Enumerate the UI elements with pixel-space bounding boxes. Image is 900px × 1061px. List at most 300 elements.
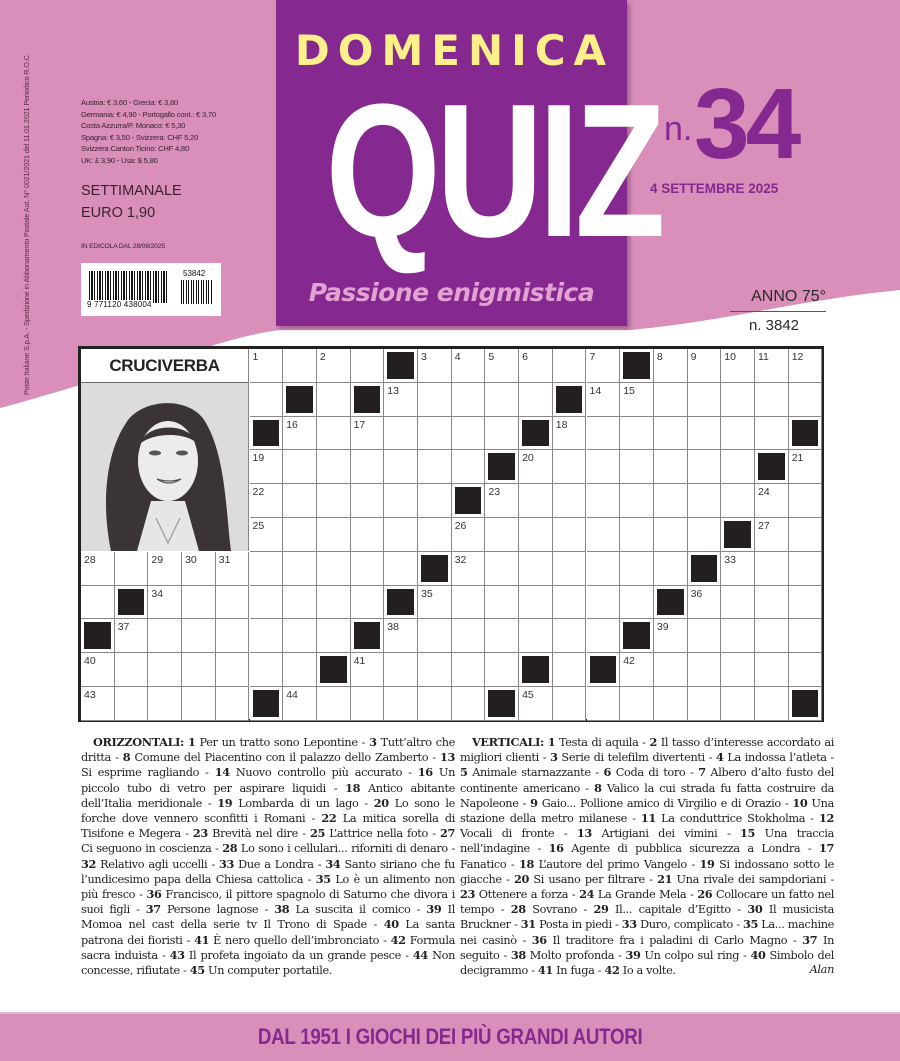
grid-cell[interactable] [452, 552, 486, 586]
clue-text: Formula sacra induista [81, 933, 455, 962]
grid-cell[interactable] [789, 619, 823, 653]
grid-cell[interactable] [620, 417, 654, 451]
grid-cell[interactable] [148, 619, 182, 653]
grid-cell[interactable] [418, 349, 452, 383]
clue-text: Persone lagnose [160, 903, 259, 917]
clue-number: 27 [439, 826, 455, 841]
grid-cell[interactable] [182, 586, 216, 620]
grid-cell[interactable] [485, 349, 519, 383]
grid-cell[interactable] [654, 653, 688, 687]
clue-number: 32 [454, 553, 467, 566]
clue-number: 39 [656, 621, 669, 634]
grid-cell[interactable] [115, 619, 149, 653]
clue-number: 42 [623, 655, 635, 668]
grid-cell[interactable] [620, 552, 654, 586]
grid-cell[interactable] [182, 687, 216, 721]
clue-number: 20 [373, 795, 389, 810]
grid-cell[interactable] [587, 687, 621, 721]
grid-cell[interactable] [384, 518, 418, 552]
grid-cell[interactable] [721, 450, 755, 484]
grid-cell[interactable] [553, 349, 587, 383]
grid-cell[interactable] [351, 552, 385, 586]
grid-cell[interactable] [485, 518, 519, 552]
clue-text: L’attrice nella foto [324, 827, 428, 841]
grid-cell[interactable] [81, 687, 115, 721]
down-header: VERTICALI: [472, 735, 544, 749]
grid-cell[interactable] [418, 687, 452, 721]
grid-cell[interactable] [452, 417, 486, 451]
clue-number: 24 [579, 887, 595, 902]
grid-cell[interactable] [250, 619, 284, 653]
grid-cell[interactable] [721, 417, 755, 451]
grid-cell[interactable] [620, 484, 654, 518]
grid-cell[interactable] [755, 417, 789, 451]
clue-text: Due a Londra [234, 857, 314, 871]
grid-cell[interactable] [789, 653, 823, 687]
black-cell [418, 552, 452, 586]
grid-cell[interactable] [317, 484, 351, 518]
grid-cell[interactable] [519, 484, 553, 518]
clue-text: Molto profonda [525, 948, 615, 962]
clue-number: 43 [84, 689, 96, 701]
grid-cell[interactable] [620, 383, 654, 417]
grid-cell[interactable] [519, 552, 553, 586]
cover-price: EURO 1,90 [81, 205, 156, 221]
grid-cell[interactable] [351, 417, 385, 451]
grid-cell[interactable] [553, 518, 587, 552]
clue-text: Per un tratto sono Lepontine [195, 736, 358, 749]
clue-number: 15 [623, 384, 635, 397]
clue-number: 23 [192, 826, 208, 841]
grid-cell[interactable] [250, 518, 284, 552]
clue-text: Una rivale dei sampdoriani [672, 872, 827, 886]
clue-number: 40 [84, 655, 96, 668]
clue-number: 35 [421, 587, 433, 600]
grid-cell[interactable] [216, 687, 250, 721]
grid-cell[interactable] [519, 586, 553, 620]
clue-number: 19 [252, 452, 265, 465]
grid-cell[interactable] [384, 619, 418, 653]
grid-cell[interactable] [755, 518, 789, 552]
grid-cell[interactable] [688, 619, 722, 653]
grid-cell[interactable] [148, 687, 182, 721]
grid-cell[interactable] [553, 417, 587, 451]
grid-cell[interactable] [789, 518, 823, 552]
grid-cell[interactable] [721, 552, 755, 586]
grid-cell[interactable] [587, 619, 621, 653]
clue-text: Il... capitale d’Egitto [608, 903, 731, 917]
clue-number: 23 [488, 486, 501, 499]
grid-cell[interactable] [654, 450, 688, 484]
clue-text: Lombarda di un lago [232, 796, 359, 810]
grid-cell[interactable] [519, 619, 553, 653]
grid-cell[interactable] [587, 450, 621, 484]
clue-number: 29 [593, 902, 609, 917]
grid-cell[interactable] [317, 417, 351, 451]
issue-prefix: n. [664, 110, 693, 148]
grid-cell[interactable] [452, 349, 486, 383]
grid-cell[interactable] [351, 586, 385, 620]
clue-number: 30 [747, 902, 763, 917]
grid-cell[interactable] [620, 687, 654, 721]
grid-cell[interactable] [688, 417, 722, 451]
grid-cell[interactable] [721, 349, 755, 383]
grid-cell[interactable] [250, 450, 284, 484]
grid-cell[interactable] [721, 383, 755, 417]
clue-text: La conduttrice Stokholma [655, 812, 806, 826]
clue-number: 29 [151, 553, 164, 566]
black-cell [620, 619, 654, 653]
grid-cell[interactable] [654, 417, 688, 451]
black-cell [384, 349, 418, 383]
black-cell [283, 383, 317, 417]
grid-cell[interactable] [587, 586, 621, 620]
grid-cell[interactable] [351, 653, 385, 687]
clue-text: Artigiani dei vimini [591, 827, 718, 841]
clue-number: 4 [454, 351, 461, 363]
grid-cell[interactable] [485, 619, 519, 653]
grid-cell[interactable] [519, 518, 553, 552]
grid-cell[interactable] [418, 619, 452, 653]
grid-cell[interactable] [789, 552, 823, 586]
volume-divider [730, 311, 826, 312]
black-cell [250, 687, 284, 721]
grid-cell[interactable] [654, 518, 688, 552]
black-cell [519, 653, 553, 687]
grid-cell[interactable] [384, 383, 418, 417]
grid-cell[interactable] [148, 653, 182, 687]
grid-cell[interactable] [688, 518, 722, 552]
clue-number: 15 [740, 826, 756, 841]
foreign-prices [81, 97, 216, 167]
clue-number: 5 [488, 351, 495, 363]
clue-text: Io a volte. [619, 964, 676, 978]
clue-text: Serie di telefilm divertenti [557, 751, 705, 765]
grid-cell[interactable] [654, 484, 688, 518]
clue-text: L’autore del primo Vangelo [533, 857, 687, 871]
grid-cell[interactable] [283, 417, 317, 451]
grid-cell[interactable] [250, 349, 284, 383]
grid-cell[interactable] [216, 552, 250, 586]
clue-text: Coda di toro [611, 766, 686, 780]
grid-cell[interactable] [485, 417, 519, 451]
clue-number: 41 [194, 932, 210, 947]
grid-cell[interactable] [789, 383, 823, 417]
clue-text: Il Momoa nel cast della serie tv Il Trono di Spade [81, 903, 456, 932]
grid-cell[interactable] [283, 484, 317, 518]
clue-text: Ottenere a forza [475, 888, 569, 902]
grid-cell[interactable] [452, 687, 486, 721]
grid-cell[interactable] [452, 518, 486, 552]
grid-cell[interactable] [182, 653, 216, 687]
grid-cell[interactable] [654, 687, 688, 721]
clue-text: Il profeta ingoiato da un grande pesce [184, 948, 401, 962]
grid-cell[interactable] [283, 552, 317, 586]
grid-cell[interactable] [182, 552, 216, 586]
barcode-addon-number: 53842 [183, 269, 206, 278]
grid-cell[interactable] [519, 450, 553, 484]
grid-cell[interactable] [755, 484, 789, 518]
clue-number: 37 [117, 621, 130, 634]
clue-text: Gaio... Pollione amico di Virgilio e di Orazio [537, 796, 781, 810]
grid-cell[interactable] [283, 653, 317, 687]
grid-cell[interactable] [688, 450, 722, 484]
grid-cell[interactable] [755, 349, 789, 383]
clue-number: 3 [421, 351, 427, 363]
grid-cell[interactable] [654, 552, 688, 586]
grid-cell[interactable] [182, 619, 216, 653]
grid-cell[interactable] [485, 484, 519, 518]
black-cell [519, 417, 553, 451]
clue-text: Fanatico [460, 857, 507, 871]
grid-cell[interactable] [283, 450, 317, 484]
black-cell [351, 619, 385, 653]
grid-cell[interactable] [351, 349, 385, 383]
grid-cell[interactable] [519, 383, 553, 417]
clue-number: 26 [697, 887, 713, 902]
grid-cell[interactable] [721, 687, 755, 721]
grid-cell[interactable] [620, 586, 654, 620]
grid-cell[interactable] [384, 552, 418, 586]
clue-number: 38 [387, 621, 399, 634]
grid-cell[interactable] [384, 484, 418, 518]
clue-number: 34 [151, 587, 164, 600]
grid-cell[interactable] [317, 518, 351, 552]
grid-cell[interactable] [519, 687, 553, 721]
grid-cell[interactable] [654, 349, 688, 383]
grid-cell[interactable] [283, 619, 317, 653]
puzzle-author: Alan [809, 963, 834, 977]
barcode [81, 263, 221, 316]
grid-cell[interactable] [81, 586, 115, 620]
price-line: UK: £ 3,90 - Usa: $ 5,80 [81, 155, 158, 165]
clue-number: 11 [640, 811, 656, 826]
price-line: Spagna: € 3,50 - Svizzera: CHF 5,20 [81, 132, 199, 142]
masthead-top-word: DOMENICA [294, 26, 615, 75]
grid-cell[interactable] [553, 484, 587, 518]
grid-cell[interactable] [216, 619, 250, 653]
clue-number: 33 [724, 553, 736, 566]
grid-cell[interactable] [452, 619, 486, 653]
clue-number: 6 [522, 351, 528, 363]
black-cell [115, 586, 149, 620]
grid-cell[interactable] [317, 552, 351, 586]
grid-cell[interactable] [485, 586, 519, 620]
grid-cell[interactable] [587, 417, 621, 451]
grid-cell[interactable] [654, 619, 688, 653]
grid-cell[interactable] [755, 687, 789, 721]
clue-number: 40 [750, 947, 766, 962]
clue-number: 16 [286, 418, 298, 431]
grid-cell[interactable] [620, 450, 654, 484]
grid-cell[interactable] [250, 383, 284, 417]
clue-text: Animale starnazzante [467, 766, 591, 780]
grid-cell[interactable] [755, 383, 789, 417]
grid-cell[interactable] [115, 687, 149, 721]
grid-cell[interactable] [418, 383, 452, 417]
clue-text: Il tasso d’interesse accordato ai migliori clienti [460, 736, 834, 765]
clue-number: 13 [439, 750, 456, 765]
grid-cell[interactable] [553, 687, 587, 721]
grid-cell[interactable] [250, 552, 284, 586]
grid-cell[interactable] [654, 383, 688, 417]
grid-cell[interactable] [553, 619, 587, 653]
grid-cell[interactable] [688, 653, 722, 687]
grid-cell[interactable] [351, 687, 385, 721]
clue-text: Si esprime ragliando [81, 766, 200, 780]
grid-cell[interactable] [283, 518, 317, 552]
grid-cell[interactable] [755, 619, 789, 653]
grid-cell[interactable] [384, 417, 418, 451]
grid-cell[interactable] [317, 586, 351, 620]
clue-number: 23 [460, 887, 476, 902]
clue-number: 28 [84, 553, 96, 566]
clue-number: 24 [758, 486, 770, 499]
grid-cell[interactable] [115, 653, 149, 687]
grid-cell[interactable] [384, 653, 418, 687]
price-line: Svizzera Canton Ticino: CHF 4,80 [81, 144, 189, 154]
grid-cell[interactable] [721, 653, 755, 687]
grid-cell[interactable] [688, 687, 722, 721]
grid-cell[interactable] [553, 450, 587, 484]
grid-cell[interactable] [384, 450, 418, 484]
grid-cell[interactable] [418, 484, 452, 518]
grid-cell[interactable] [452, 450, 486, 484]
barcode-bars-icon [89, 271, 169, 303]
grid-cell[interactable] [721, 484, 755, 518]
grid-cell[interactable] [418, 653, 452, 687]
clue-number: 18 [518, 856, 534, 871]
grid-cell[interactable] [485, 653, 519, 687]
grid-cell[interactable] [721, 586, 755, 620]
grid-cell[interactable] [250, 586, 284, 620]
grid-cell[interactable] [587, 383, 621, 417]
grid-cell[interactable] [418, 518, 452, 552]
grid-cell[interactable] [587, 518, 621, 552]
grid-cell[interactable] [789, 349, 823, 383]
masthead-tagline: Passione enigmistica [308, 278, 595, 307]
grid-cell[interactable] [688, 349, 722, 383]
across-header: ORIZZONTALI: [93, 735, 184, 749]
grid-cell[interactable] [553, 552, 587, 586]
clue-number: 42 [604, 963, 620, 978]
grid-cell[interactable] [587, 552, 621, 586]
grid-cell[interactable] [452, 653, 486, 687]
grid-cell[interactable] [620, 653, 654, 687]
grid-cell[interactable] [283, 349, 317, 383]
grid-cell[interactable] [721, 619, 755, 653]
grid-cell[interactable] [485, 552, 519, 586]
clue-text: Collocare un fatto nel tempo [460, 888, 835, 917]
grid-cell[interactable] [519, 349, 553, 383]
grid-cell[interactable] [620, 518, 654, 552]
grid-cell[interactable] [81, 653, 115, 687]
grid-cell[interactable] [283, 687, 317, 721]
grid-cell[interactable] [452, 383, 486, 417]
grid-cell[interactable] [81, 552, 115, 586]
grid-cell[interactable] [755, 586, 789, 620]
grid-cell[interactable] [688, 484, 722, 518]
clue-number: 25 [309, 826, 325, 841]
black-cell [351, 383, 385, 417]
grid-cell[interactable] [553, 586, 587, 620]
grid-cell[interactable] [587, 349, 621, 383]
clue-text: Un piccolo tubo di vetro per aspirare liquidi [81, 766, 456, 795]
clue-text: Comune del Piacentino con il palazzo dello Zamberto [130, 751, 429, 765]
black-cell [317, 653, 351, 687]
black-cell [688, 552, 722, 586]
grid-cell[interactable] [317, 619, 351, 653]
grid-cell[interactable] [317, 349, 351, 383]
black-cell [620, 349, 654, 383]
grid-cell[interactable] [418, 417, 452, 451]
grid-cell[interactable] [418, 586, 452, 620]
footer-banner [0, 1012, 900, 1061]
on-sale-date: IN EDICOLA DAL 28/08/2025 [81, 243, 165, 250]
clue-number: 32 [81, 856, 97, 871]
grid-cell[interactable] [789, 484, 823, 518]
clue-number: 33 [621, 917, 637, 932]
grid-cell[interactable] [351, 518, 385, 552]
clue-number: 21 [657, 871, 673, 886]
clue-number: 14 [589, 384, 602, 397]
grid-cell[interactable] [553, 653, 587, 687]
grid-cell[interactable] [587, 484, 621, 518]
grid-cell[interactable] [250, 653, 284, 687]
clue-number: 10 [792, 795, 808, 810]
clue-number: 35 [742, 917, 758, 932]
grid-cell[interactable] [148, 586, 182, 620]
grid-cell[interactable] [283, 586, 317, 620]
grid-cell[interactable] [317, 687, 351, 721]
grid-cell[interactable] [418, 450, 452, 484]
clue-text: La mitica sorella di Tisifone e Megera [81, 812, 455, 841]
grid-cell[interactable] [688, 586, 722, 620]
grid-cell[interactable] [452, 586, 486, 620]
clue-number: 14 [214, 765, 230, 780]
clue-text: Vocali di fronte [460, 827, 555, 841]
grid-cell[interactable] [688, 383, 722, 417]
grid-cell[interactable] [384, 687, 418, 721]
grid-cell[interactable] [250, 484, 284, 518]
grid-cell[interactable] [351, 450, 385, 484]
clue-number: 3 [550, 750, 558, 765]
clue-number: 41 [537, 963, 553, 978]
grid-cell[interactable] [317, 450, 351, 484]
grid-cell[interactable] [789, 450, 823, 484]
clue-number: 20 [513, 871, 529, 886]
grid-cell[interactable] [216, 653, 250, 687]
grid-cell[interactable] [317, 383, 351, 417]
clue-number: 8 [122, 750, 131, 765]
grid-cell[interactable] [115, 552, 149, 586]
grid-cell[interactable] [485, 383, 519, 417]
clue-number: 9 [690, 351, 697, 363]
clue-number: 20 [522, 452, 534, 465]
grid-cell[interactable] [755, 552, 789, 586]
clue-text: Relativo agli uccelli [96, 857, 208, 871]
clue-text: Si indossano sotto le giacche [460, 857, 835, 886]
black-cell [755, 450, 789, 484]
price-line: Austria: € 3,60 - Grecia: € 3,80 [81, 98, 179, 107]
clue-number: 36 [146, 887, 162, 902]
grid-cell[interactable] [148, 552, 182, 586]
grid-cell[interactable] [789, 586, 823, 620]
grid-cell[interactable] [755, 653, 789, 687]
clue-number: 8 [656, 351, 663, 363]
grid-cell[interactable] [216, 586, 250, 620]
grid-cell[interactable] [351, 484, 385, 518]
